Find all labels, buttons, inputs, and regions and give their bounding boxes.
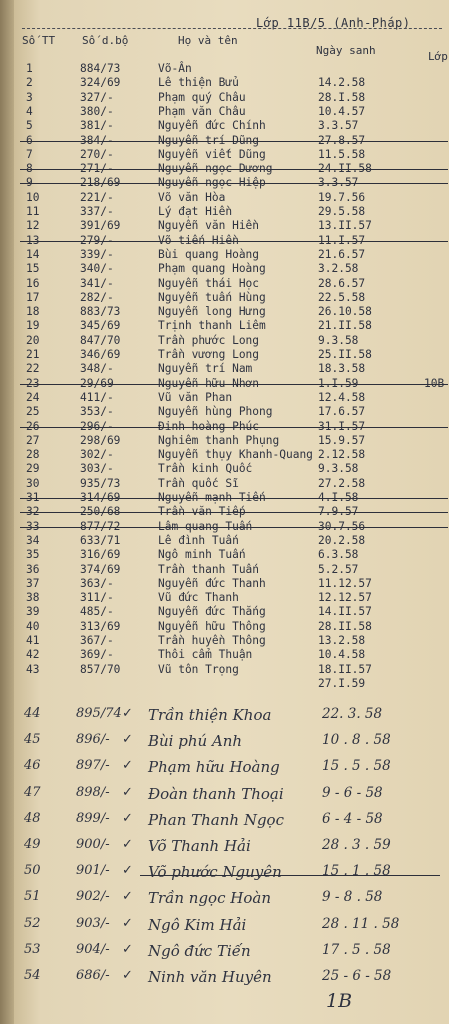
class-note: 10B [424,376,445,390]
registry-number: 327/- [80,90,114,104]
student-name: Đinh hoàng Phúc [158,419,260,433]
student-name: Võ văn Hòa [158,190,226,204]
registry-number: 381/- [80,119,114,133]
registry-number: 633/71 [80,533,121,547]
birth-date: 31.I.57 [318,419,366,433]
registry-number: 311/- [80,591,114,605]
table-row [0,448,449,462]
registry-number: 363/- [80,576,114,590]
birth-date: 9.3.58 [318,462,359,476]
birth-date: 28 . 11 . 58 [322,915,400,932]
registry-number: 847/70 [80,333,121,347]
birth-date: 15 . 5 . 58 [322,758,391,775]
row-number: 27 [26,433,40,447]
birth-date: 6 - 4 - 58 [322,810,383,827]
registry-number: 857/70 [80,662,121,676]
registry-number: 270/- [80,147,114,161]
list-item [0,968,449,994]
birth-date: 14.2.58 [318,76,366,90]
birth-date: 12.4.58 [318,390,366,404]
registry-number: 313/69 [80,619,121,633]
student-name: Nguyễn thụy Khanh-Quang [158,448,313,462]
student-name: Trần ngọc Hoàn [148,889,271,908]
row-number: 51 [24,889,41,905]
row-number: 41 [26,634,40,647]
birth-date: 28.6.57 [318,276,366,290]
birth-date: 9 - 6 - 58 [322,784,383,801]
birth-date: 3.3.57 [318,176,359,190]
row-number: 52 [24,915,41,931]
check-mark-icon: ✓ [122,915,133,931]
registry-number: 324/69 [80,76,121,90]
student-name: Trần huyền Thông [158,634,266,647]
registry-number: 903/- [76,915,110,931]
row-number: 47 [24,784,41,800]
student-name: Nguyễn long Hưng [158,305,266,319]
birth-date: 15 . 1 . 58 [322,863,391,880]
birth-date: 11.12.57 [318,576,372,590]
registry-number: 895/74 [76,706,122,721]
row-number: 1 [26,62,33,75]
table-row [0,205,449,219]
row-number: 33 [26,519,40,533]
row-number: 22 [26,362,40,376]
birth-date: 18.II.57 [318,662,372,676]
student-name: Ngô minh Tuấn [158,548,246,562]
row-number: 4 [26,104,33,118]
registry-number: 896/- [76,732,110,748]
student-name: Đoàn thanh Thoại [148,784,284,803]
row-number: 37 [26,576,40,590]
registry-number: 29/69 [80,376,114,390]
birth-date: 9 - 8 . 58 [322,889,383,906]
table-row [0,677,449,691]
table-row [0,534,449,548]
registry-number: 316/69 [80,548,121,562]
registry-number: 279/- [80,233,114,247]
row-number: 49 [24,837,41,852]
student-name: Nguyễn mạnh Tiến [158,491,266,504]
registry-number: 339/- [80,247,114,261]
registry-number: 384/- [80,133,114,147]
student-name: Nguyễn đức Thanh [158,576,266,590]
row-number: 14 [26,247,40,261]
student-name: Nguyễn hữu Nhơn [158,376,260,390]
birth-date: 19.7.56 [318,190,366,204]
row-number: 28 [26,448,40,462]
registry-number: 337/- [80,205,114,218]
student-name: Ngô đức Tiến [148,941,251,960]
row-number: 53 [24,941,41,957]
student-name: Nguyễn viết Dũng [158,147,266,161]
registry-number: 367/- [80,634,114,647]
student-name: Võ-Ân [158,62,192,75]
row-number: 19 [26,319,40,333]
table-row [0,462,449,476]
registry-number: 250/68 [80,505,121,519]
row-number: 8 [26,162,33,176]
student-name: Phạm quý Châu [158,90,246,104]
registry-number: 314/69 [80,491,121,504]
row-number: 46 [24,758,41,774]
student-name: Lý đạt Hiền [158,205,233,218]
row-number: 43 [26,662,40,676]
list-item [0,837,449,863]
table-row [0,620,449,634]
student-name: Trần kinh Quốc [158,462,253,476]
birth-date: 15.9.57 [318,433,366,447]
row-number: 26 [26,419,40,433]
registry-number: 899/- [76,810,110,826]
table-row [0,548,449,562]
registry-number: 353/- [80,405,114,419]
student-name: Nguyễn văn Hiền [158,219,260,233]
student-name: Trần phước Long [158,333,260,347]
row-number: 30 [26,476,40,490]
row-number: 16 [26,276,40,290]
table-row [0,391,449,405]
table-row [0,219,449,233]
row-number: 11 [26,205,40,218]
registry-number: 303/- [80,462,114,476]
header-stt: Số TT [22,34,56,47]
row-number: 40 [26,619,40,633]
row-number: 34 [26,533,40,547]
registry-number: 298/69 [80,433,121,447]
row-number: 13 [26,233,40,247]
birth-date: 2.12.58 [318,448,366,462]
table-row [0,563,449,577]
table-row [0,305,449,319]
student-name: Trần thiện Khoa [148,706,272,724]
birth-date: 24.II.58 [318,162,372,176]
registry-number: 296/- [80,419,114,433]
birth-date: 10.4.57 [318,104,366,118]
student-name: Nguyễn thái Học [158,276,260,290]
student-name: Nguyễn hùng Phong [158,405,273,419]
student-name: Phạm hữu Hoàng [148,758,280,777]
table-row [0,405,449,419]
student-name: Võ tiến Hiền [158,233,239,247]
check-mark-icon: ✓ [122,889,133,905]
check-mark-icon: ✓ [122,706,133,721]
student-name: Trần văn Tiếp [158,505,246,519]
check-mark-icon: ✓ [122,810,133,826]
row-number: 45 [24,732,41,748]
student-name: Vũ văn Phan [158,390,233,404]
registry-number: 341/- [80,276,114,290]
birth-date: 17.6.57 [318,405,366,419]
birth-date: 28 . 3 . 59 [322,837,391,853]
birth-date: 1.I.59 [318,376,359,390]
birth-date: 21.6.57 [318,247,366,261]
row-number: 39 [26,605,40,619]
check-mark-icon: ✓ [122,732,133,748]
student-name: Vũ đức Thanh [158,591,239,605]
list-item [0,942,449,968]
birth-date: 5.2.57 [318,562,359,576]
list-item [0,889,449,915]
table-row [0,591,449,605]
row-number: 48 [24,810,41,826]
student-name: Võ phước Nguyên [148,863,282,882]
student-name: Nguyễn đức Chính [158,119,266,133]
student-name: Bùi quang Hoàng [158,247,260,261]
check-mark-icon: ✓ [122,863,133,879]
table-row [0,663,449,677]
header-date: Ngày sanh [316,44,376,57]
row-number: 18 [26,305,40,319]
row-number: 5 [26,119,33,133]
row-number: 35 [26,548,40,562]
check-mark-icon: ✓ [122,941,133,957]
birth-date: 20.2.58 [318,533,366,547]
birth-date: 13.II.57 [318,219,372,233]
birth-date: 28.II.58 [318,619,372,633]
row-number: 23 [26,376,40,390]
birth-date: 12.12.57 [318,591,372,605]
birth-date: 27.2.58 [318,476,366,490]
student-name: Nguyễn ngọc Dương [158,162,273,176]
student-name: Phạm quang Hoàng [158,262,266,276]
table-row [0,362,449,376]
registry-number: 897/- [76,758,110,774]
strike-through [20,527,448,528]
registry-number: 898/- [76,784,110,800]
table-row [0,91,449,105]
student-name: Nguyễn hữu Thông [158,619,266,633]
registry-number: 271/- [80,162,114,176]
registry-number: 935/73 [80,476,121,490]
birth-date: 26.10.58 [318,305,372,319]
student-name: Thôi cẩm Thuận [158,648,253,662]
class-title: Lớp 11B/5 (Anh-Pháp) [256,16,411,30]
row-number: 17 [26,290,40,304]
table-row [0,277,449,291]
strike-through [20,427,448,428]
row-number: 24 [26,390,40,404]
registry-number: 877/72 [80,519,121,533]
strike-through [20,169,448,170]
strike-through [20,512,448,513]
registry-number: 345/69 [80,319,121,333]
registry-number: 218/69 [80,176,121,190]
student-name: Trần vương Long [158,348,260,361]
birth-date: 11.I.57 [318,233,366,247]
row-number: 25 [26,405,40,419]
header-rule [22,28,442,29]
table-row [0,477,449,491]
student-name: Lê thiện Bửu [158,76,239,90]
student-name: Trần quốc Sĩ [158,476,239,490]
row-number: 38 [26,591,40,605]
student-name: Lê đình Tuấn [158,533,239,547]
row-number: 6 [26,133,33,147]
row-number: 9 [26,176,33,190]
student-name: Ninh văn Huyên [148,968,272,986]
header-name: Họ và tên [178,34,238,47]
row-number: 20 [26,333,40,347]
registry-number: 884/73 [80,62,121,75]
student-name: Nguyễn đức Thắng [158,605,266,619]
row-number: 50 [24,863,41,879]
birth-date: 18.3.58 [318,362,366,376]
student-name: Lâm quang Tuấn [158,519,253,533]
birth-date: 25 - 6 - 58 [322,968,392,984]
footer-note: 1B [326,990,353,1012]
registry-number: 902/- [76,889,110,905]
table-row [0,105,449,119]
table-row [0,434,449,448]
row-number: 29 [26,462,40,476]
birth-date: 27.8.57 [318,133,366,147]
registry-number: 883/73 [80,305,121,319]
birth-date: 17 . 5 . 58 [322,941,391,958]
check-mark-icon: ✓ [122,784,133,800]
birth-date: 22. 3. 58 [322,706,383,722]
birth-date: 22.5.58 [318,290,366,304]
birth-date: 11.5.58 [318,147,366,161]
header-cut-off: Lớp [428,50,448,63]
table-row [0,334,449,348]
birth-date: 10 . 8 . 58 [322,732,391,749]
registry-number: 904/- [76,941,110,957]
table-row [0,319,449,333]
registry-number: 302/- [80,448,114,462]
check-mark-icon: ✓ [122,968,133,983]
registry-number: 221/- [80,190,114,204]
strike-through [20,498,448,499]
table-row [0,62,449,76]
row-number: 21 [26,348,40,361]
row-number: 32 [26,505,40,519]
table-row [0,262,449,276]
student-name: Bùi phú Anh [148,732,243,751]
birth-date: 14.II.57 [318,605,372,619]
registry-number: 340/- [80,262,114,276]
registry-number: 901/- [76,863,110,879]
row-number: 10 [26,190,40,204]
birth-date: 9.3.58 [318,333,359,347]
table-row [0,348,449,362]
table-row [0,605,449,619]
registry-number: 686/- [76,968,110,983]
student-name: Phan Thanh Ngọc [148,810,284,829]
registry-number: 411/- [80,390,114,404]
registry-number: 346/69 [80,348,121,361]
birth-date: 21.II.58 [318,319,372,333]
row-number: 7 [26,147,33,161]
row-number: 44 [24,706,41,721]
registry-number: 282/- [80,290,114,304]
strike-through [20,241,448,242]
registry-number: 374/69 [80,562,121,576]
check-mark-icon: ✓ [122,837,133,852]
list-item [0,758,449,784]
registry-number: 485/- [80,605,114,619]
student-name: Vũ tôn Trọng [158,662,239,676]
strike-through [140,875,440,876]
student-name: Nghiêm thanh Phụng [158,433,280,447]
row-number: 12 [26,219,40,233]
birth-date: 25.II.58 [318,348,372,361]
registry-number: 380/- [80,104,114,118]
row-number: 36 [26,562,40,576]
table-row [0,577,449,591]
table-row [0,248,449,262]
birth-date: 10.4.58 [318,648,366,662]
strike-through [20,141,448,142]
row-number: 31 [26,491,40,504]
table-row [0,148,449,162]
list-item [0,732,449,758]
birth-date: 30.7.56 [318,519,366,533]
table-row [0,76,449,90]
registry-number: 900/- [76,837,110,852]
table-row [0,119,449,133]
student-name: Ngô Kim Hải [148,915,247,934]
birth-date: 13.2.58 [318,634,366,647]
student-name: Nguyễn trí Dũng [158,133,260,147]
student-name: Nguyễn trí Nam [158,362,253,376]
birth-date: 4.I.58 [318,491,359,504]
birth-date: 3.2.58 [318,262,359,276]
row-number: 3 [26,90,33,104]
student-name: Trịnh thanh Liêm [158,319,266,333]
student-name: Nguyễn ngọc Hiệp [158,176,266,190]
table-row [0,291,449,305]
birth-date: 7.9.57 [318,505,359,519]
row-number: 54 [24,968,41,983]
row-number: 2 [26,76,33,90]
birth-date: 3.3.57 [318,119,359,133]
list-item [0,916,449,942]
student-name: Nguyễn tuấn Hùng [158,290,266,304]
list-item [0,706,449,732]
student-name: Trần thanh Tuấn [158,562,260,576]
student-name: Phạm văn Châu [158,104,246,118]
table-row [0,648,449,662]
check-mark-icon: ✓ [122,758,133,774]
header-so-danh-bo: Số d.bộ [82,34,129,47]
table-row [0,191,449,205]
registry-number: 348/- [80,362,114,376]
birth-date: 28.I.58 [318,90,366,104]
row-number: 15 [26,262,40,276]
birth-date: 29.5.58 [318,205,366,218]
registry-number: 391/69 [80,219,121,233]
list-item [0,785,449,811]
birth-date: 6.3.58 [318,548,359,562]
student-name: Võ Thanh Hải [148,837,251,855]
list-item [0,811,449,837]
birth-date: 27.I.59 [318,676,366,690]
strike-through [20,183,448,184]
list-item [0,863,449,889]
table-row [0,634,449,648]
row-number: 42 [26,648,40,662]
strike-through [20,384,448,385]
registry-number: 369/- [80,648,114,662]
